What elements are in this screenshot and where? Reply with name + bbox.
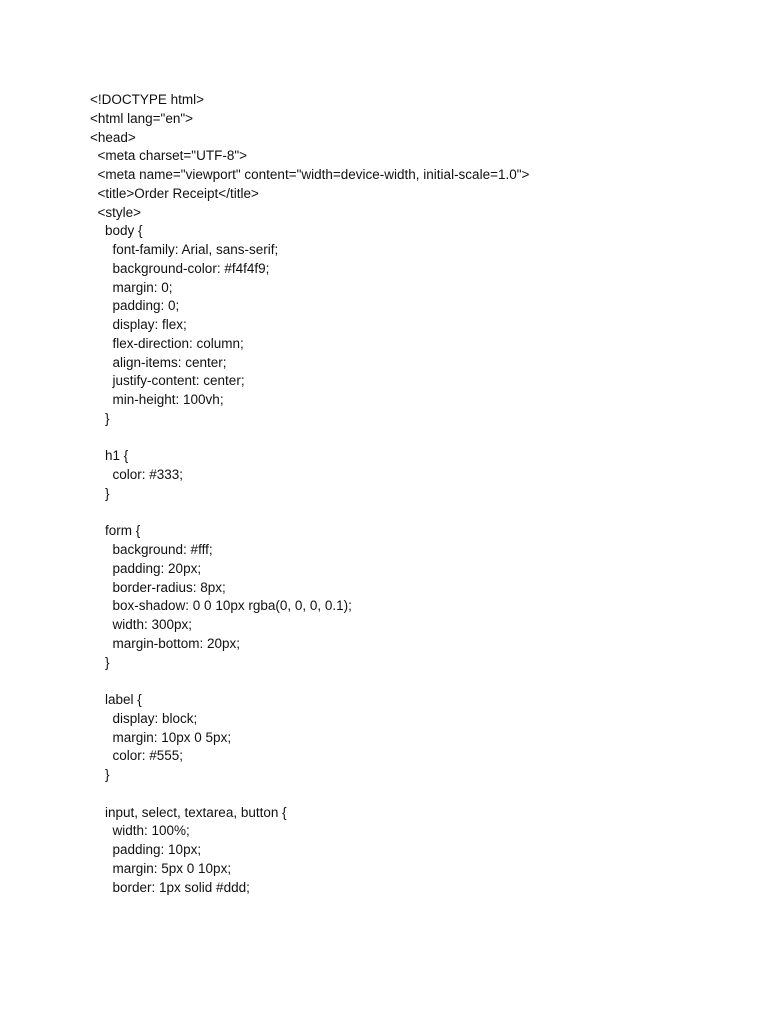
code-line: padding: 20px; (90, 560, 202, 576)
code-line: width: 100%; (90, 823, 190, 839)
code-line: margin: 10px 0 5px; (90, 729, 232, 745)
code-line: <style> (90, 204, 142, 220)
code-line: } (90, 654, 110, 670)
code-line: min-height: 100vh; (90, 392, 224, 407)
code-line (90, 785, 730, 804)
code-line: } (90, 485, 110, 501)
code-line: <head> (90, 129, 136, 145)
code-listing (90, 91, 730, 897)
code-line: <title>Order Receipt</title> (90, 185, 259, 201)
code-line (90, 672, 730, 691)
code-line: form { (90, 523, 141, 539)
code-line (90, 504, 730, 523)
code-line: display: flex; (90, 317, 187, 332)
code-line: color: #555; (90, 748, 184, 764)
code-line: border: 1px solid #ddd; (90, 879, 250, 895)
code-line (90, 429, 730, 448)
code-line: label { (90, 692, 142, 707)
code-line: flex-direction: column; (90, 335, 244, 351)
code-line: border-radius: 8px; (90, 579, 226, 595)
code-line: body { (90, 223, 143, 239)
code-line: } (90, 410, 110, 426)
code-line: display: block; (90, 710, 198, 726)
code-line: <meta charset="UTF-8"> (90, 148, 248, 164)
code-line: } (90, 767, 110, 782)
code-line: margin: 0; (90, 279, 173, 295)
code-line: margin-bottom: 20px; (90, 635, 241, 651)
code-line: font-family: Arial, sans-serif; (90, 242, 279, 257)
code-line: <meta name="viewport" content="width=device-width, initial-scale=1.0"> (90, 167, 530, 182)
code-line: margin: 5px 0 10px; (90, 860, 232, 876)
code-line: background: #fff; (90, 542, 213, 557)
code-line: color: #333; (90, 467, 184, 482)
code-line: padding: 0; (90, 298, 180, 314)
code-line: box-shadow: 0 0 10px rgba(0, 0, 0, 0.1); (90, 598, 352, 614)
code-line: input, select, textarea, button { (90, 804, 287, 820)
code-line: align-items: center; (90, 354, 227, 370)
code-line: <!DOCTYPE html> (90, 92, 205, 107)
code-line: justify-content: center; (90, 373, 245, 389)
code-line: padding: 10px; (90, 842, 202, 857)
code-line: width: 300px; (90, 617, 193, 632)
code-line: background-color: #f4f4f9; (90, 260, 270, 276)
code-line: <html lang="en"> (90, 110, 194, 126)
code-line: h1 { (90, 448, 129, 464)
